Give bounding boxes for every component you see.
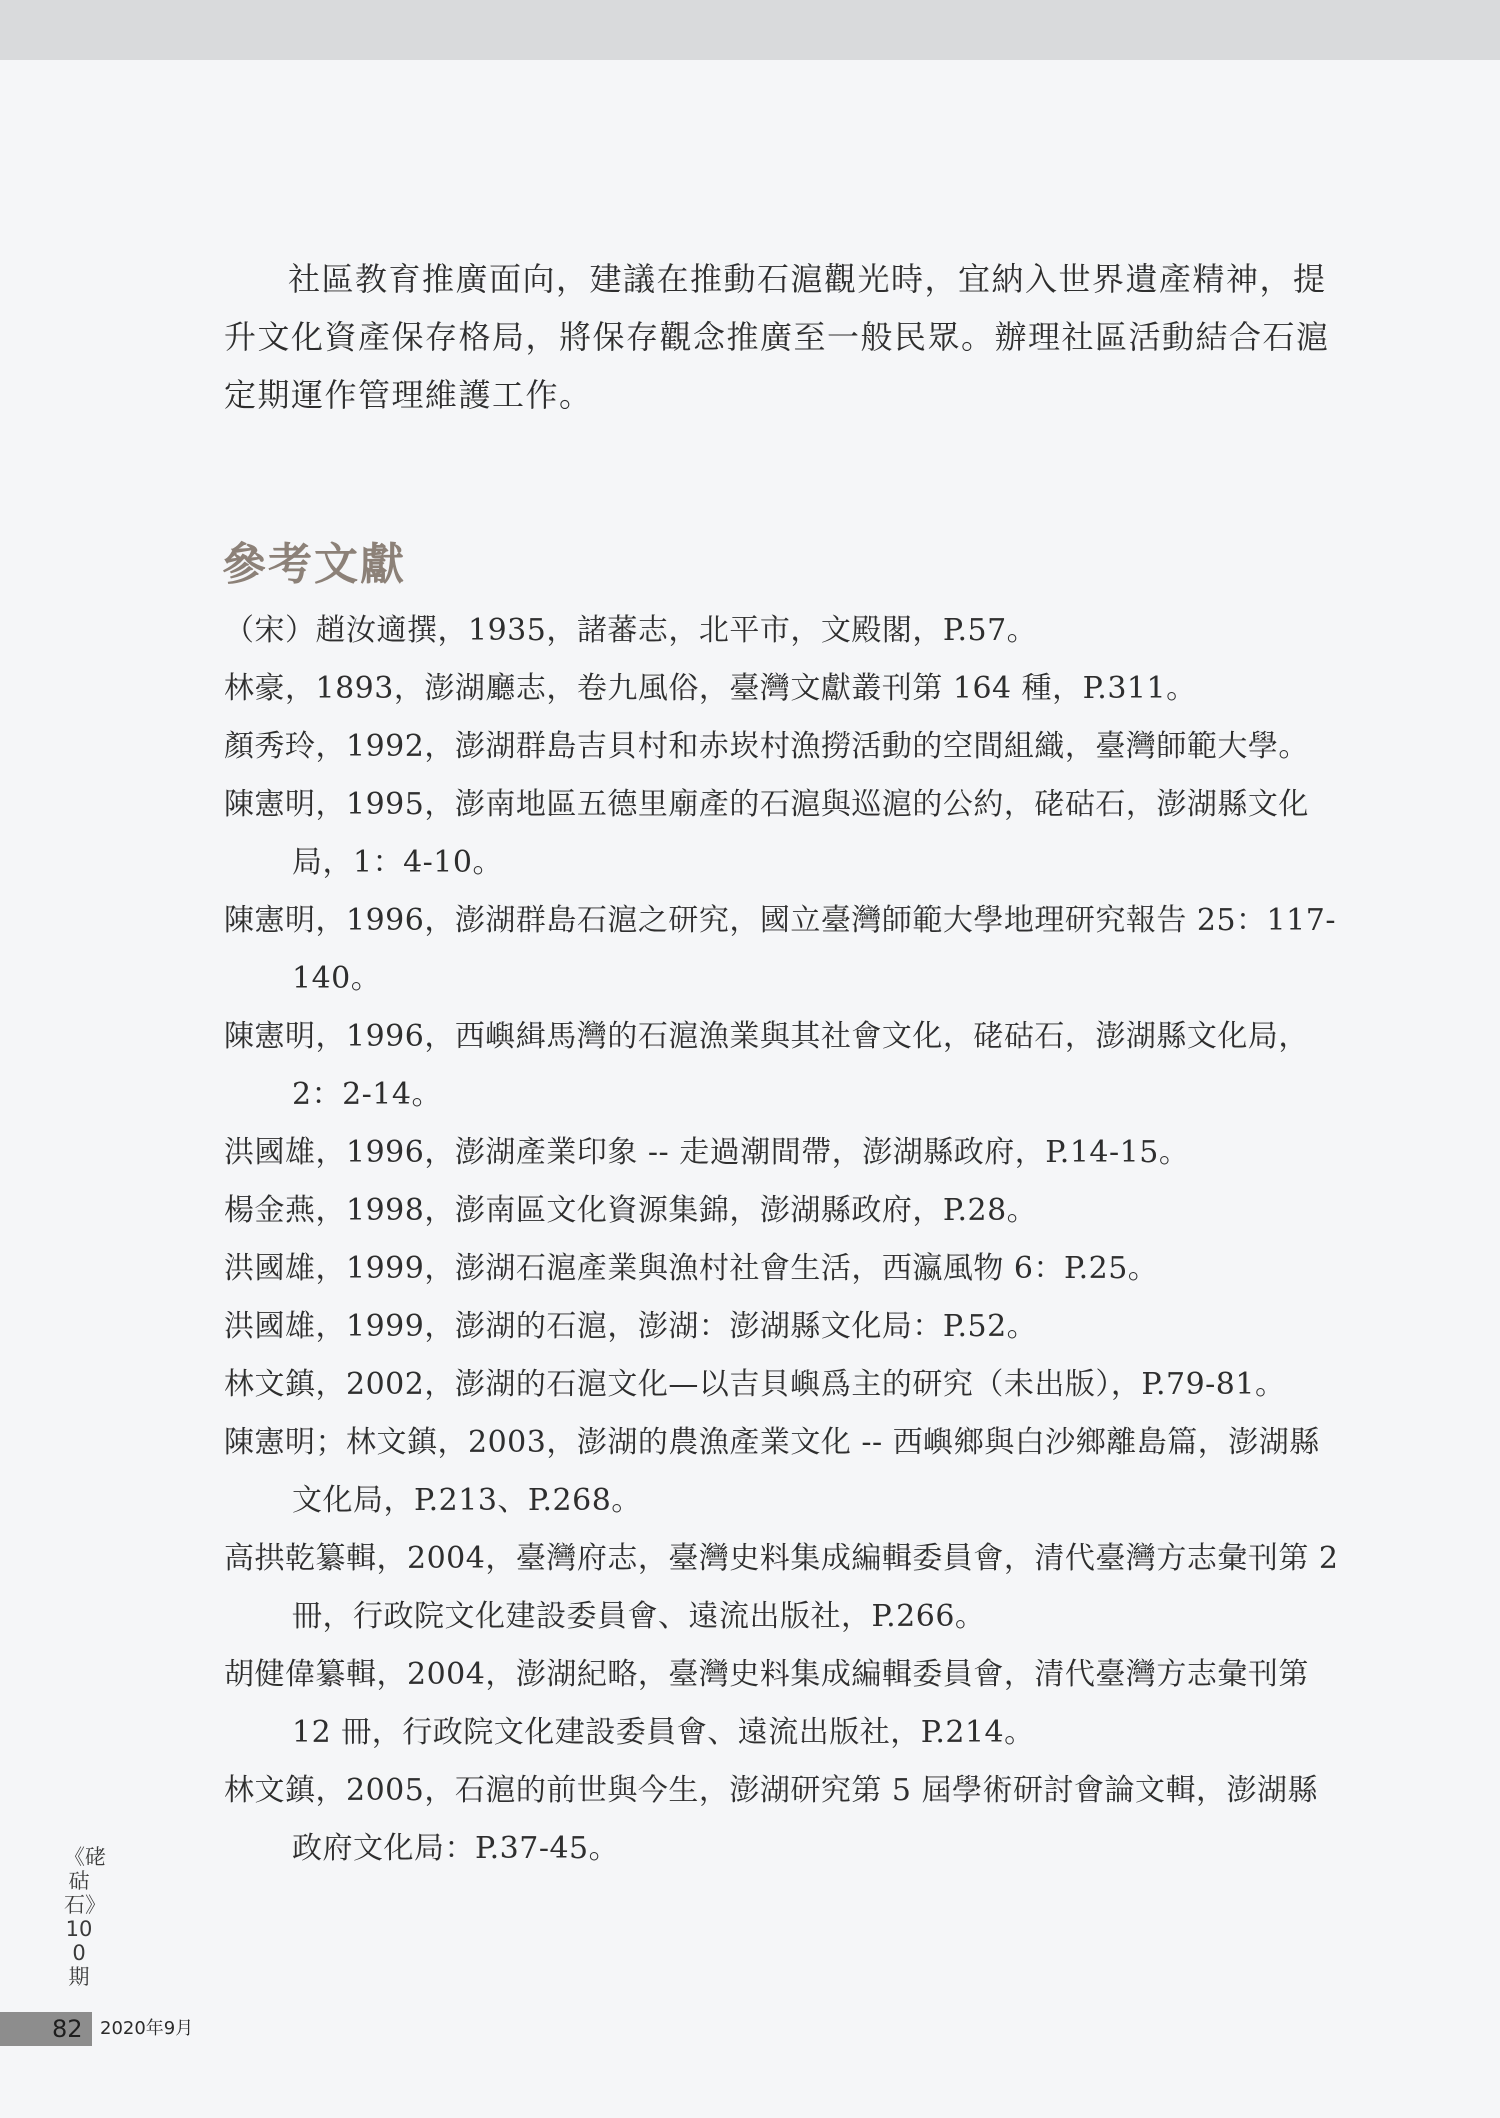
journal-issue-label: 《硓𥑮石》100期 — [64, 1845, 106, 1989]
reference-item: 胡健偉纂輯，2004，澎湖紀略，臺灣史料集成編輯委員會，清代臺灣方志彙刊第 12 冊，行政院文化建設委員會、遠流出版社，P.214。 — [224, 1657, 1309, 1750]
reference-item: 洪國雄，1999，澎湖的石滬，澎湖：澎湖縣文化局：P.52。 — [224, 1309, 1038, 1344]
reference-item: （宋）趙汝適撰，1935，諸蕃志，北平市，文殿閣，P.57。 — [224, 613, 1038, 648]
issue-date: 2020年9月 — [100, 2018, 194, 2039]
reference-item: 陳憲明，1995，澎南地區五德里廟產的石滬與巡滬的公約，硓𥑮石，澎湖縣文化局，1：4-10。 — [224, 787, 1309, 880]
reference-item: 林豪，1893，澎湖廳志，卷九風俗，臺灣文獻叢刊第 164 種，P.311。 — [224, 671, 1197, 706]
reference-item: 高拱乾纂輯，2004，臺灣府志，臺灣史料集成編輯委員會，清代臺灣方志彙刊第 2 冊，行政院文化建設委員會、遠流出版社，P.266。 — [224, 1541, 1339, 1634]
reference-item: 陳憲明，1996，澎湖群島石滬之研究，國立臺灣師範大學地理研究報告 25：117-140。 — [224, 903, 1336, 996]
references-heading: 參考文獻 — [222, 539, 406, 590]
reference-item: 林文鎮，2002，澎湖的石滬文化—以吉貝嶼爲主的研究（未出版），P.79-81。 — [224, 1367, 1286, 1402]
body-paragraph: 社區教育推廣面向，建議在推動石滬觀光時，宜納入世界遺產精神，提升文化資產保存格局，將保存觀念推廣至一般民眾。辦理社區活動結合石滬定期運作管理維護工作。 — [224, 260, 1330, 414]
reference-item: 林文鎮，2005，石滬的前世與今生，澎湖研究第 5 屆學術研討會論文輯，澎湖縣政府文化局：P.37-45。 — [224, 1773, 1319, 1866]
reference-item: 楊金燕，1998，澎南區文化資源集錦，澎湖縣政府，P.28。 — [224, 1193, 1038, 1228]
reference-item: 洪國雄，1996，澎湖產業印象 -- 走過潮間帶，澎湖縣政府，P.14-15。 — [224, 1135, 1190, 1170]
reference-list — [224, 602, 1344, 1878]
reference-item: 陳憲明，1996，西嶼緝馬灣的石滬漁業與其社會文化，硓𥑮石，澎湖縣文化局，2：2-14。 — [224, 1019, 1309, 1112]
reference-item: 洪國雄，1999，澎湖石滬產業與漁村社會生活，西瀛風物 6：P.25。 — [224, 1251, 1159, 1286]
reference-item: 顏秀玲，1992，澎湖群島吉貝村和赤崁村漁撈活動的空間組織，臺灣師範大學。 — [224, 729, 1309, 764]
reference-item: 陳憲明；林文鎮，2003，澎湖的農漁產業文化 -- 西嶼鄉與白沙鄉離島篇，澎湖縣文化局，P.213、P.268。 — [224, 1425, 1320, 1518]
page-number: 82 — [52, 2015, 83, 2043]
